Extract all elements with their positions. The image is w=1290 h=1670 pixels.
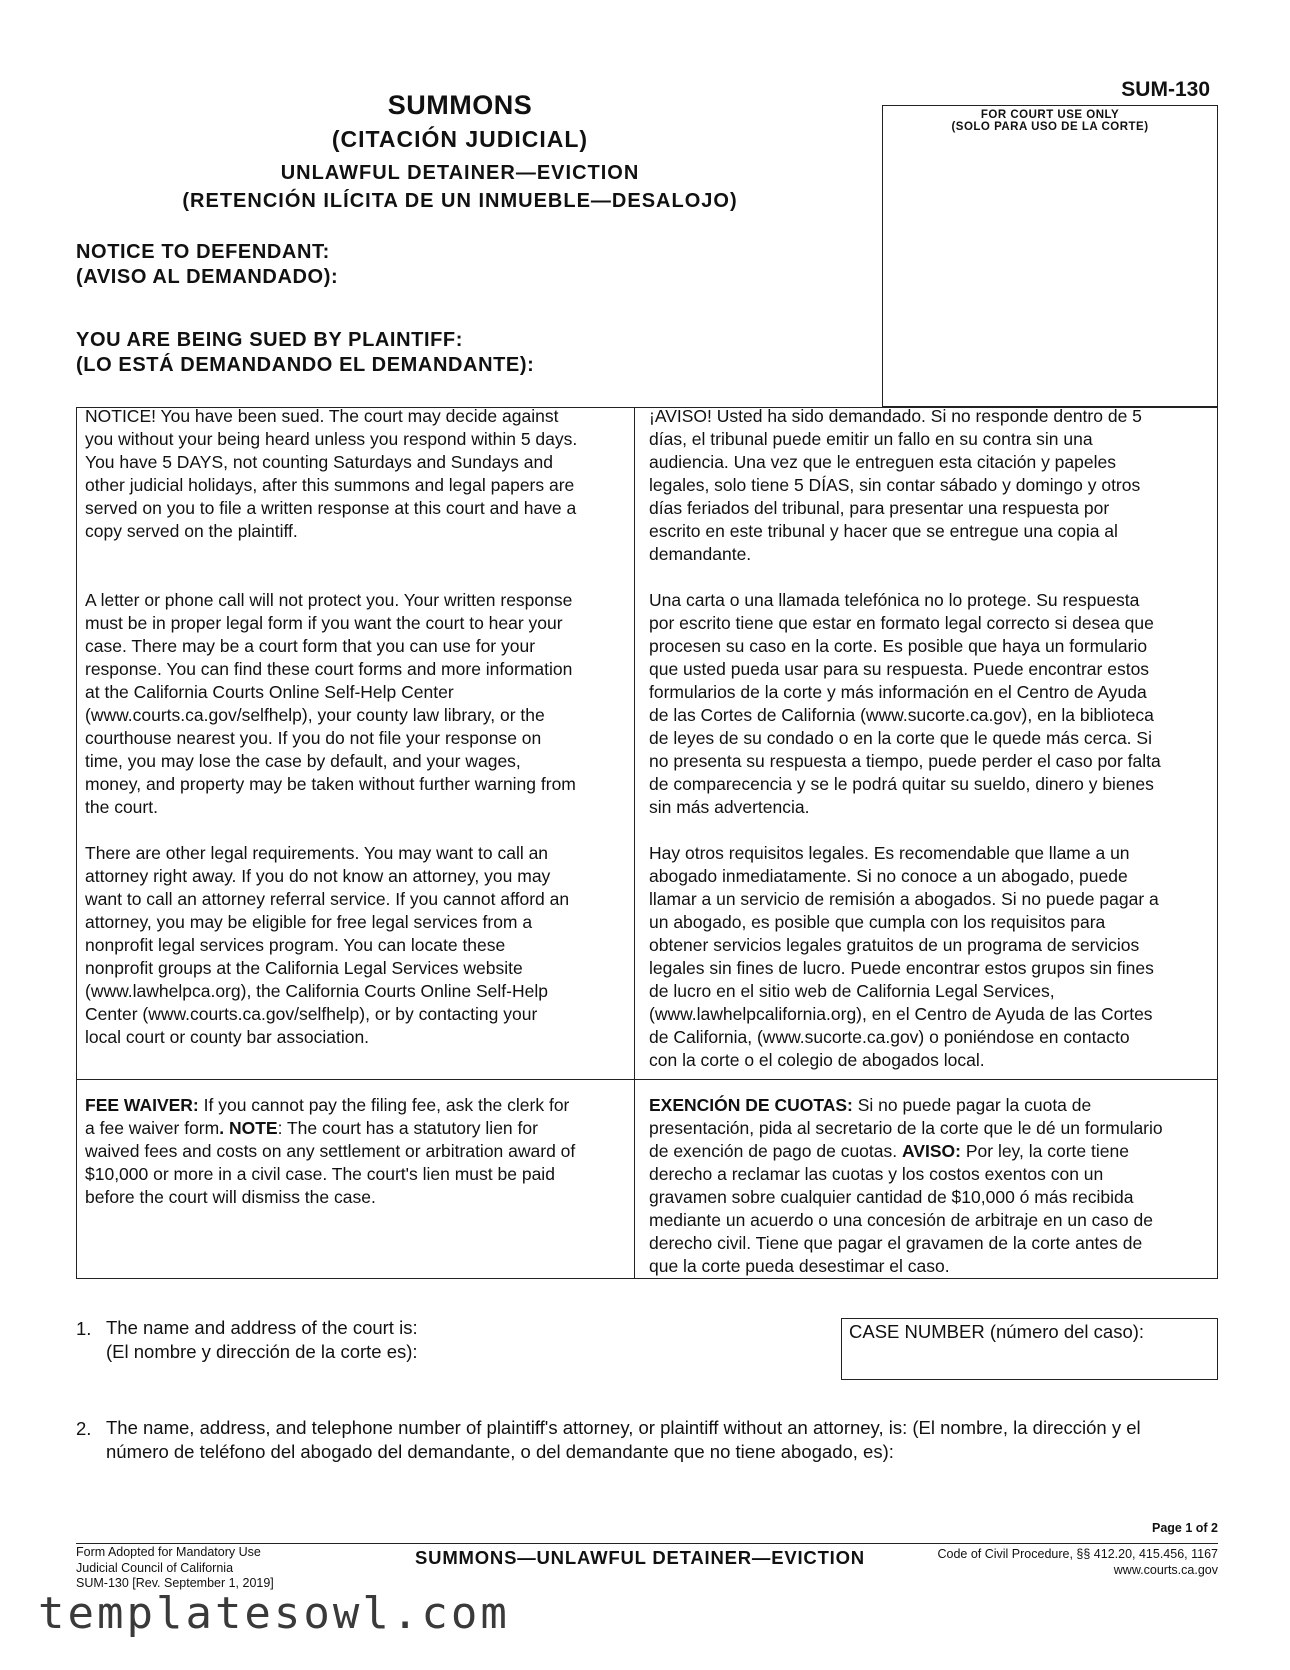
column-divider [634, 407, 635, 1279]
sued-by-plaintiff-label: YOU ARE BEING SUED BY PLAINTIFF: [76, 329, 464, 351]
fee-waiver-text-a-es: Si no puede pagar la cuota de presentación, pida al secretario de la corte que le dé un formulario de exención de pago de cuotas. [649, 1095, 1163, 1161]
court-name-address-item[interactable] [106, 1316, 418, 1364]
court-use-label-es: (SOLO PARA USO DE LA CORTE) [951, 121, 1149, 133]
notice-to-defendant-label-es: (AVISO AL DEMANDADO): [76, 266, 339, 288]
notice-spanish-p3: Hay otros requisitos legales. Es recomendable que llame a un abogado inmediatamente. Si no conoce a un abogado, puede llamar a un servicio de remisión a abogados. Si no puede pagar a un abogado, es posible que cumpla con los requisitos para obtener servicios legales gratuitos de un programa de servicios legales sin fines de lucro. Puede encontrar estos grupos sin fines de lucro en el sitio web de California Legal Services, (www.lawhelpcalifornia.org), en el Centro de Ayuda de las Cortes de California, (www.sucorte.ca.gov) o poniéndose en contacto con la corte o el colegio de abogados local. [649, 843, 1159, 1070]
watermark: templatesowl.com [38, 1588, 510, 1639]
item-1-number: 1. [76, 1318, 92, 1339]
fee-waiver-dot: . [219, 1118, 225, 1138]
fee-waiver-label: FEE WAIVER: [85, 1095, 199, 1115]
fee-waiver-text-b-es: Por ley, la corte tiene derecho a reclamar las cuotas y los costos exentos con un gravamen sobre cualquier cantidad de $10,000 ó más recibida mediante un acuerdo o una concesión de arbitraje en un caso de derecho civil. Tiene que pagar el gravamen de la corte antes de que la corte pueda desestimar el caso. [649, 1141, 1153, 1276]
plaintiff-attorney-item[interactable] [106, 1416, 1218, 1464]
fee-waiver-spanish [649, 1094, 1214, 1278]
fee-waiver-english [85, 1094, 630, 1209]
court-use-box [882, 105, 1218, 407]
form-title-es: (CITACIÓN JUDICIAL) [331, 126, 589, 152]
court-name-address-label: The name and address of the court is: [106, 1317, 418, 1338]
footer-left [76, 1545, 274, 1592]
sued-by-plaintiff-label-es: (LO ESTÁ DEMANDANDO EL DEMANDANTE): [76, 354, 535, 376]
fee-waiver-label-es: EXENCIÓN DE CUOTAS: [649, 1095, 853, 1115]
notice-spanish-p2: Una carta o una llamada telefónica no lo protege. Su respuesta por escrito tiene que estar en formato legal correcto si desea que procesen su caso en la corte. Es posible que haya un formulario que usted pueda usar para su respuesta. Puede encontrar estos formularios de la corte y más información en el Centro de Ayuda de las Cortes de California (www.sucorte.ca.gov), en la biblioteca de leyes de su condado o en la corte que le quede más cerca. Si no presenta su respuesta a tiempo, puede perder el caso por falta de comparecencia y se le podrá quitar su sueldo, dinero y bienes sin más advertencia. [649, 590, 1161, 817]
notice-to-defendant-label: NOTICE TO DEFENDANT: [76, 241, 330, 263]
form-subtitle: UNLAWFUL DETAINER—EVICTION [280, 162, 640, 184]
case-number-label: CASE NUMBER (número del caso): [849, 1321, 1145, 1342]
plaintiff-attorney-label-cont: número de teléfono del abogado del demandante, o del demandante que no tiene abogado, es): [106, 1441, 894, 1462]
fee-waiver-note-label: NOTE [224, 1118, 278, 1138]
form-title: SUMMONS [387, 90, 533, 120]
notice-english-p2: A letter or phone call will not protect you. Your written response must be in proper legal form if you want the court to hear your case. There may be a court form that you can use for your response. You can find these court forms and more information at the California Courts Online Self-Help Center (www.courts.ca.gov/selfhelp), your county law library, or the courthouse nearest you. If you do not file your response on time, you may lose the case by default, and your wages, money, and property may be taken without further warning from the court. [85, 590, 576, 817]
footer-code-reference: Code of Civil Procedure, §§ 412.20, 415.456, 1167 [937, 1547, 1218, 1561]
form-subtitle-es: (RETENCIÓN ILÍCITA DE UN INMUEBLE—DESALOJO) [182, 190, 738, 212]
court-name-address-label-es: (El nombre y dirección de la corte es): [106, 1341, 418, 1362]
footer-revision: SUM-130 [Rev. September 1, 2019] [76, 1576, 274, 1590]
footer-rule [76, 1543, 1218, 1544]
fee-waiver-divider [76, 1079, 1218, 1080]
form-id: SUM-130 [1121, 78, 1210, 101]
notice-english-p1: NOTICE! You have been sued. The court may decide against you without your being heard unless you respond within 5 days. You have 5 DAYS, not counting Saturdays and Sundays and other judicial holidays, after this summons and legal papers are served on you to file a written response at this court and have a copy served on the plaintiff. [85, 406, 578, 541]
footer-right [880, 1547, 1218, 1578]
footer-website: www.courts.ca.gov [1113, 1562, 1218, 1577]
page-number: Page 1 of 2 [1152, 1521, 1218, 1535]
fee-waiver-text-b: : The court has a statutory lien for waived fees and costs on any settlement or arbitration award of $10,000 or more in a civil case. The court's lien must be paid before the court will dismiss the case. [85, 1118, 576, 1207]
footer-adopted: Form Adopted for Mandatory Use [76, 1545, 261, 1559]
item-2-number: 2. [76, 1418, 92, 1439]
plaintiff-attorney-label: The name, address, and telephone number of plaintiff's attorney, or plaintiff without an attorney, is: (El nombre, la dirección y el [106, 1417, 1141, 1438]
footer-title: SUMMONS—UNLAWFUL DETAINER—EVICTION [415, 1547, 865, 1568]
case-number-field[interactable] [841, 1318, 1218, 1380]
notice-english-p3: There are other legal requirements. You may want to call an attorney right away. If you do not know an attorney, you may want to call an attorney referral service. If you cannot afford an attorney, you may be eligible for free legal services from a nonprofit legal services program. You can locate these nonprofit groups at the California Legal Services website (www.lawhelpca.org), the California Courts Online Self-Help Center (www.courts.ca.gov/selfhelp), or by contacting your local court or county bar association. [85, 843, 570, 1047]
footer-council: Judicial Council of California [76, 1560, 234, 1575]
notice-spanish-p1: ¡AVISO! Usted ha sido demandado. Si no responde dentro de 5 días, el tribunal puede emitir un fallo en su contra sin una audiencia. Una vez que le entreguen esta citación y papeles legales, solo tiene 5 DÍAS, sin contar sábado y domingo y otros días feriados del tribunal, para presentar una respuesta por escrito en este tribunal y hacer que se entregue una copia al demandante. [649, 406, 1142, 564]
court-use-label: FOR COURT USE ONLY [980, 109, 1120, 121]
fee-waiver-note-label-es: AVISO: [901, 1141, 961, 1161]
sued-by-plaintiff [76, 328, 534, 378]
fee-waiver-text-a: If you cannot pay the filing fee, ask the clerk for a fee waiver form [85, 1095, 570, 1138]
notice-to-defendant [76, 240, 338, 290]
